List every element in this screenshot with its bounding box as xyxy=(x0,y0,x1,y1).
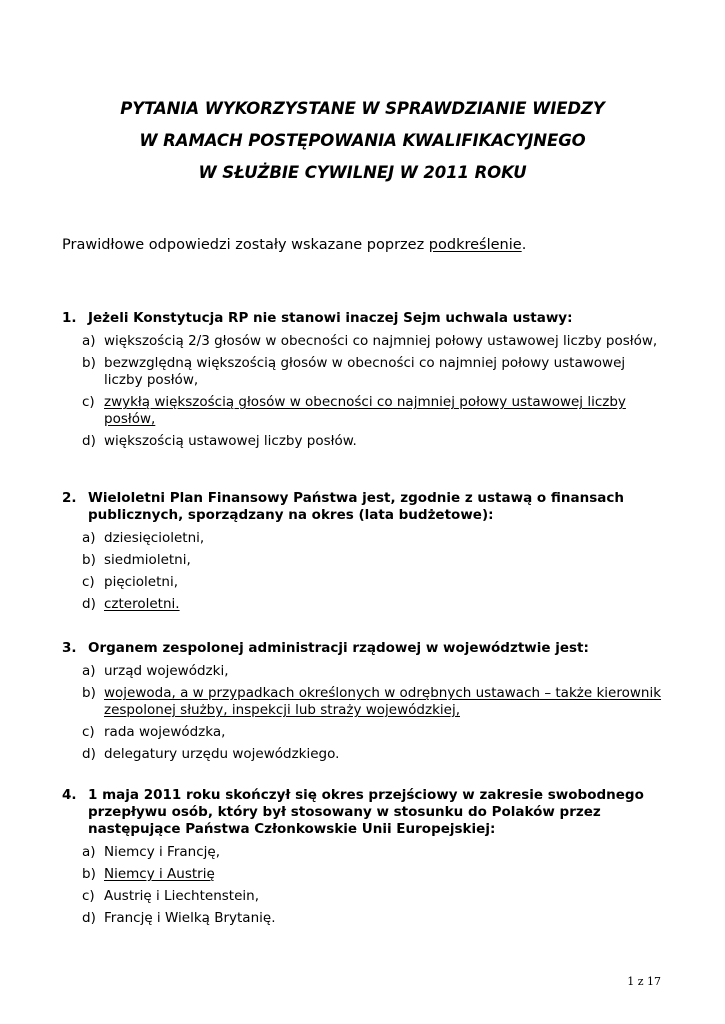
answer-letter: b) xyxy=(82,552,96,568)
page-number: 1 z 17 xyxy=(627,975,661,988)
question-text: Jeżeli Konstytucja RP nie stanowi inaczej Sejm uchwala ustawy: xyxy=(88,310,573,326)
answer-text: siedmioletni, xyxy=(104,552,191,568)
question-text: Organem zespolonej administracji rządowej w województwie jest: xyxy=(88,640,589,656)
answer-text: Austrię i Liechtenstein, xyxy=(104,888,259,904)
answer-text: urząd wojewódzki, xyxy=(104,663,229,679)
intro-paragraph xyxy=(62,235,526,255)
question-text: Wieloletni Plan Finansowy Państwa jest, zgodnie z ustawą o finansach publicznych, sporządzany na okres (lata budżetowe): xyxy=(88,490,624,523)
answer-text: wojewoda, a w przypadkach określonych w odrębnych ustawach – także kierownik zespolonej służby, inspekcji lub straży wojewódzkiej, xyxy=(104,685,662,718)
answer-text: bezwzględną większością głosów w obecności co najmniej połowy ustawowej liczby posłów, xyxy=(104,355,626,388)
answer-text: czteroletni. xyxy=(104,596,180,612)
answer-text: delegatury urzędu wojewódzkiego. xyxy=(104,746,340,762)
answer-item xyxy=(62,844,662,861)
answer-letter: c) xyxy=(82,888,95,904)
question-3-header xyxy=(62,640,662,657)
answer-text: zwykłą większością głosów w obecności co najmniej połowy ustawowej liczby posłów, xyxy=(104,394,626,427)
answer-list xyxy=(62,530,662,613)
title-line-1: PYTANIA WYKORZYSTANE W SPRAWDZIANIE WIEDZY xyxy=(120,99,605,118)
answer-item-correct xyxy=(62,596,662,613)
answer-letter: b) xyxy=(82,685,96,701)
answer-list xyxy=(62,333,662,450)
answer-text: rada wojewódzka, xyxy=(104,724,226,740)
answer-item-correct xyxy=(62,866,662,883)
answer-letter: d) xyxy=(82,746,96,762)
question-1-header xyxy=(62,310,662,327)
answer-item xyxy=(62,746,662,763)
answer-item xyxy=(62,530,662,547)
answer-letter: c) xyxy=(82,724,95,740)
title-line-3: W SŁUŻBIE CYWILNEJ W 2011 ROKU xyxy=(198,163,527,182)
question-2 xyxy=(62,490,662,613)
answer-item xyxy=(62,910,662,927)
answer-item xyxy=(62,333,662,350)
answer-item-correct xyxy=(62,394,662,428)
question-number: 2. xyxy=(62,490,77,506)
answer-text: większością 2/3 głosów w obecności co najmniej połowy ustawowej liczby posłów, xyxy=(104,333,658,349)
answer-letter: d) xyxy=(82,433,96,449)
intro-underlined-word: podkreślenie xyxy=(428,237,522,253)
answer-letter: a) xyxy=(82,663,96,679)
answer-item xyxy=(62,433,662,450)
title-line-2: W RAMACH POSTĘPOWANIA KWALIFIKACYJNEGO xyxy=(139,131,586,150)
answer-list xyxy=(62,663,662,763)
question-number: 1. xyxy=(62,310,77,326)
question-2-header xyxy=(62,490,662,524)
answer-letter: b) xyxy=(82,866,96,882)
answer-letter: a) xyxy=(82,844,96,860)
document-title xyxy=(0,93,725,189)
answer-item xyxy=(62,663,662,680)
answer-letter: c) xyxy=(82,574,95,590)
answer-letter: b) xyxy=(82,355,96,371)
question-number: 3. xyxy=(62,640,77,656)
answer-item-correct xyxy=(62,685,662,719)
question-3 xyxy=(62,640,662,763)
answer-item xyxy=(62,574,662,591)
question-1 xyxy=(62,310,662,450)
question-text: 1 maja 2011 roku skończył się okres przejściowy w zakresie swobodnego przepływu osób, który był stosowany w stosunku do Polaków przez następujące Państwa Członkowskie Unii Europejskiej: xyxy=(88,787,644,837)
answer-text: dziesięcioletni, xyxy=(104,530,205,546)
answer-letter: d) xyxy=(82,910,96,926)
question-4 xyxy=(62,787,662,927)
answer-letter: d) xyxy=(82,596,96,612)
answer-text: Niemcy i Austrię xyxy=(104,866,215,882)
answer-text: pięcioletni, xyxy=(104,574,179,590)
answer-letter: a) xyxy=(82,333,96,349)
question-number: 4. xyxy=(62,787,77,803)
answer-list xyxy=(62,844,662,927)
intro-end: . xyxy=(521,237,527,253)
answer-letter: a) xyxy=(82,530,96,546)
answer-text: większością ustawowej liczby posłów. xyxy=(104,433,357,449)
answer-item xyxy=(62,552,662,569)
answer-letter: c) xyxy=(82,394,95,410)
question-4-header xyxy=(62,787,662,838)
answer-item xyxy=(62,888,662,905)
answer-item xyxy=(62,724,662,741)
answer-text: Francję i Wielką Brytanię. xyxy=(104,910,276,926)
answer-text: Niemcy i Francję, xyxy=(104,844,220,860)
answer-item xyxy=(62,355,662,389)
intro-text: Prawidłowe odpowiedzi zostały wskazane poprzez xyxy=(62,237,429,253)
